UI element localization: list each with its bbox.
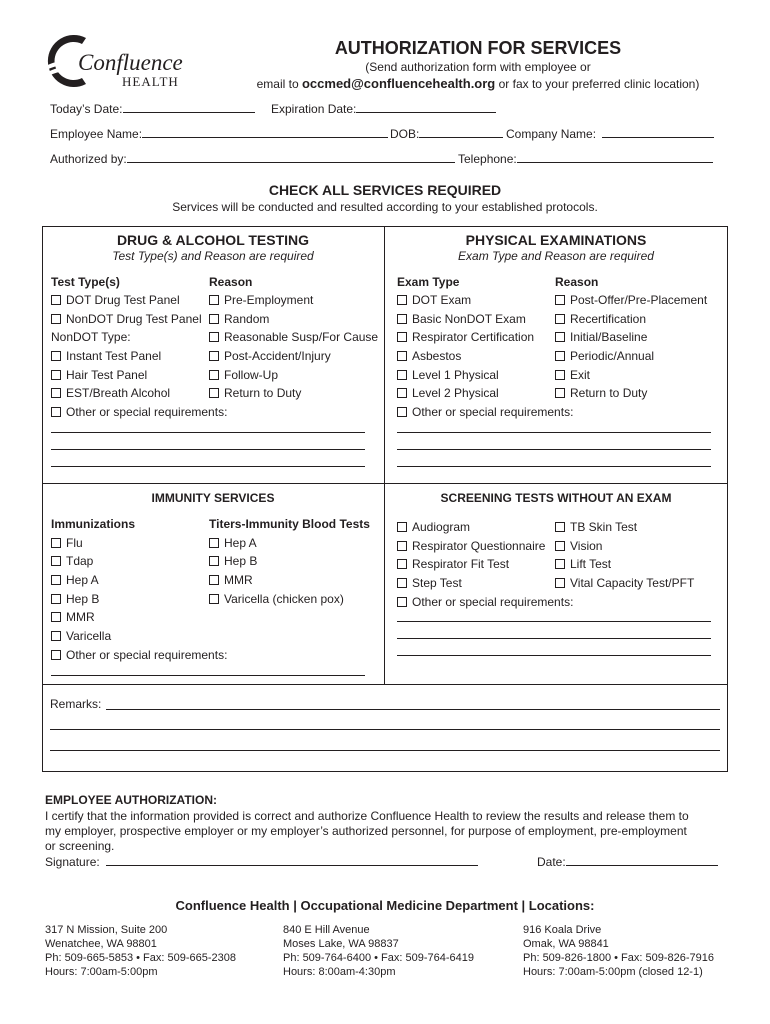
header-line1: (Send authorization form with employee or [365, 60, 591, 74]
checkbox[interactable] [555, 559, 565, 569]
box-vertical-divider [384, 226, 385, 684]
check-all-sub: Services will be conducted and resulted according to your established protocols. [172, 200, 598, 214]
screening-title: SCREENING TESTS WITHOUT AN EXAM [440, 491, 672, 505]
drug-other[interactable] [51, 405, 227, 419]
drug-item-label: NonDOT Drug Test Panel [66, 312, 202, 326]
checkbox[interactable] [51, 295, 61, 305]
drug-col1-head: Test Type(s) [51, 275, 120, 289]
screening-vision[interactable] [555, 539, 602, 553]
checkbox[interactable] [209, 314, 219, 324]
physical-reason-initial[interactable] [555, 330, 647, 344]
expiration-date-field[interactable] [271, 102, 496, 116]
physical-item-label: Level 2 Physical [412, 386, 499, 400]
drug-other-label: Other or special requirements: [66, 405, 228, 419]
physical-col1-head: Exam Type [397, 275, 460, 289]
checkbox[interactable] [397, 332, 407, 342]
remarks-label: Remarks: [50, 697, 102, 711]
signature-label: Signature: [45, 855, 100, 869]
drug-item-label: Hair Test Panel [66, 368, 148, 382]
screening-item-label: Respirator Fit Test [412, 557, 510, 571]
drug-reason-post-accident[interactable] [209, 349, 331, 363]
screening-item-label: Vital Capacity Test/PFT [570, 576, 695, 590]
dob-line[interactable] [419, 127, 503, 138]
dob-field[interactable] [390, 127, 503, 141]
logo-sub: HEALTH [122, 74, 179, 89]
checkbox[interactable] [51, 370, 61, 380]
physical-reason-label: Exit [570, 368, 591, 382]
immunity-item-label: Hep B [66, 592, 100, 606]
screening-item-label: Audiogram [412, 520, 471, 534]
checkbox[interactable] [397, 407, 407, 417]
checkbox[interactable] [51, 612, 61, 622]
physical-other-line-3[interactable] [397, 466, 711, 467]
header-line2-post: or fax to your preferred clinic location) [495, 77, 700, 91]
physical-other-line-2[interactable] [397, 449, 711, 450]
drug-nondot-type-label: NonDOT Type: [51, 330, 131, 344]
checkbox[interactable] [397, 541, 407, 551]
immunity-flu[interactable] [51, 536, 83, 550]
screening-item-label: Step Test [412, 576, 462, 590]
location-phone: Ph: 509-665-5853 • Fax: 509-665-2308 [45, 952, 236, 964]
physical-reason-label: Initial/Baseline [570, 330, 648, 344]
checkbox[interactable] [555, 578, 565, 588]
physical-reason-label: Periodic/Annual [570, 349, 655, 363]
location-hours: Hours: 7:00am-5:00pm (closed 12-1) [523, 966, 703, 978]
auth-date-field[interactable] [537, 855, 718, 869]
checkbox[interactable] [397, 559, 407, 569]
drug-instant-test-panel[interactable] [51, 349, 161, 363]
employee-name-line[interactable] [142, 127, 388, 138]
checkbox[interactable] [51, 314, 61, 324]
immunity-hep-b[interactable] [51, 592, 99, 606]
checkbox[interactable] [51, 538, 61, 548]
physical-reason-label: Recertification [570, 312, 647, 326]
auth-date-line[interactable] [566, 855, 718, 866]
form-title: AUTHORIZATION FOR SERVICES [334, 38, 622, 58]
drug-other-line-2[interactable] [51, 449, 365, 450]
screening-other-line-2[interactable] [397, 638, 711, 639]
drug-reason-label: Follow-Up [224, 368, 279, 382]
checkbox[interactable] [51, 650, 61, 660]
physical-reason-recert[interactable] [555, 312, 646, 326]
checkbox[interactable] [51, 631, 61, 641]
telephone-line[interactable] [517, 152, 713, 163]
checkbox[interactable] [397, 314, 407, 324]
checkbox[interactable] [397, 522, 407, 532]
physical-item-label: Level 1 Physical [412, 368, 499, 382]
titers-mmr[interactable] [209, 573, 253, 587]
immunity-mmr[interactable] [51, 610, 95, 624]
physical-title: PHYSICAL EXAMINATIONS [465, 232, 647, 248]
immunity-item-label: Varicella [66, 629, 112, 643]
drug-reason-random[interactable] [209, 312, 269, 326]
location-addr2: Omak, WA 98841 [523, 938, 609, 950]
physical-other-label: Other or special requirements: [412, 405, 574, 419]
immunity-other-label: Other or special requirements: [66, 648, 228, 662]
drug-other-line-3[interactable] [51, 466, 365, 467]
immunity-tdap[interactable] [51, 554, 93, 568]
immunity-col2-head: Titers-Immunity Blood Tests [209, 517, 370, 531]
titers-item-label: Hep B [224, 554, 258, 568]
screening-tb-skin[interactable] [555, 520, 637, 534]
header-line2 [220, 76, 736, 91]
physical-col2-head: Reason [555, 275, 599, 289]
drug-item-label: Instant Test Panel [66, 349, 162, 363]
remarks-line-1[interactable] [106, 709, 720, 710]
screening-item-label: Lift Test [570, 557, 612, 571]
check-all-title: CHECK ALL SERVICES REQUIRED [268, 182, 502, 198]
drug-item-label: EST/Breath Alcohol [66, 386, 171, 400]
immunity-varicella[interactable] [51, 629, 111, 643]
location-addr2: Wenatchee, WA 98801 [45, 938, 157, 950]
screening-other-line-1[interactable] [397, 621, 711, 622]
employee-name-label: Employee Name: [50, 127, 143, 141]
checkbox[interactable] [209, 370, 219, 380]
checkbox[interactable] [51, 594, 61, 604]
checkbox[interactable] [209, 538, 219, 548]
physical-sub: Exam Type and Reason are required [458, 249, 654, 263]
drug-hair-test-panel[interactable] [51, 368, 147, 382]
physical-asbestos[interactable] [397, 349, 461, 363]
checkbox[interactable] [209, 594, 219, 604]
location-wenatchee [45, 923, 236, 979]
location-hours: Hours: 8:00am-4:30pm [283, 966, 396, 978]
physical-reason-periodic[interactable] [555, 349, 654, 363]
checkbox[interactable] [209, 295, 219, 305]
box-horizontal-divider-2 [42, 684, 728, 685]
location-phone: Ph: 509-826-1800 • Fax: 509-826-7916 [523, 952, 714, 964]
checkbox[interactable] [209, 332, 219, 342]
screening-audiogram[interactable] [397, 520, 470, 534]
checkbox[interactable] [555, 541, 565, 551]
drug-reason-label: Pre-Employment [224, 293, 314, 307]
checkbox[interactable] [555, 332, 565, 342]
drug-other-line-1[interactable] [51, 432, 365, 433]
checkbox[interactable] [51, 556, 61, 566]
physical-reason-return[interactable] [555, 386, 647, 400]
location-moses-lake [283, 923, 474, 979]
screening-other[interactable] [397, 595, 573, 609]
footer-title: Confluence Health | Occupational Medicine Department | Locations: [175, 898, 595, 913]
remarks-line-2[interactable] [50, 729, 720, 730]
company-name-label: Company Name: [506, 127, 597, 141]
checkbox[interactable] [555, 388, 565, 398]
drug-reason-label: Return to Duty [224, 386, 302, 400]
checkbox[interactable] [397, 578, 407, 588]
screening-other-line-3[interactable] [397, 655, 711, 656]
todays-date-line[interactable] [123, 102, 255, 113]
drug-col2-head: Reason [209, 275, 253, 289]
titers-item-label: Varicella (chicken pox) [224, 592, 344, 606]
location-addr2: Moses Lake, WA 98837 [283, 938, 399, 950]
drug-reason-follow-up[interactable] [209, 368, 278, 382]
dob-label: DOB: [390, 127, 420, 141]
authorization-line-2: my employer, prospective employer or my employer’s authorized personnel, for purpose of employment, pre-employment [45, 824, 687, 838]
physical-item-label: Respirator Certification [412, 330, 535, 344]
checkbox[interactable] [555, 314, 565, 324]
todays-date-label: Today’s Date: [50, 102, 123, 116]
checkbox[interactable] [51, 575, 61, 585]
screening-vital-capacity[interactable] [555, 576, 694, 590]
immunity-item-label: Hep A [66, 573, 99, 587]
checkbox[interactable] [555, 370, 565, 380]
immunity-item-label: Flu [66, 536, 83, 550]
checkbox[interactable] [397, 370, 407, 380]
location-hours: Hours: 7:00am-5:00pm [45, 966, 158, 978]
physical-other[interactable] [397, 405, 573, 419]
checkbox[interactable] [51, 351, 61, 361]
email-link[interactable]: occmed@confluencehealth.org [301, 76, 496, 91]
location-addr1: 916 Koala Drive [523, 924, 602, 936]
immunity-col1-head: Immunizations [51, 517, 136, 531]
location-addr1: 840 E Hill Avenue [283, 924, 370, 936]
drug-dot-test-panel[interactable] [51, 293, 180, 307]
drug-reason-return-to-duty[interactable] [209, 386, 301, 400]
signature-line[interactable] [106, 855, 478, 866]
checkbox[interactable] [555, 351, 565, 361]
telephone-label: Telephone: [458, 152, 517, 166]
checkbox[interactable] [397, 388, 407, 398]
immunity-item-label: Tdap [66, 554, 94, 568]
logo-brand: Confluence [78, 50, 183, 75]
physical-dot-exam[interactable] [397, 293, 471, 307]
employee-name-field[interactable] [50, 127, 388, 141]
drug-reason-label: Random [224, 312, 270, 326]
box-horizontal-divider-1 [42, 483, 728, 484]
checkbox[interactable] [555, 522, 565, 532]
physical-other-line-1[interactable] [397, 432, 711, 433]
screening-item-label: Vision [570, 539, 603, 553]
authorization-line-1: I certify that the information provided is correct and authorize Confluence Health to review the results and release them to [45, 809, 689, 823]
physical-item-label: DOT Exam [412, 293, 472, 307]
drug-reason-pre-employment[interactable] [209, 293, 313, 307]
screening-item-label: TB Skin Test [570, 520, 638, 534]
drug-sub: Test Type(s) and Reason are required [112, 249, 314, 263]
titers-hep-b[interactable] [209, 554, 257, 568]
checkbox[interactable] [51, 407, 61, 417]
telephone-field[interactable] [458, 152, 713, 166]
authorized-by-field[interactable] [50, 152, 455, 166]
screening-item-label: Respirator Questionnaire [412, 539, 546, 553]
location-phone: Ph: 509-764-6400 • Fax: 509-764-6419 [283, 952, 474, 964]
signature-field[interactable] [45, 855, 478, 869]
auth-date-label: Date: [537, 855, 566, 869]
immunity-hep-a[interactable] [51, 573, 99, 587]
expiration-date-line[interactable] [356, 102, 496, 113]
physical-item-label: Basic NonDOT Exam [412, 312, 526, 326]
checkbox[interactable] [51, 388, 61, 398]
screening-other-label: Other or special requirements: [412, 595, 574, 609]
physical-item-label: Asbestos [412, 349, 462, 363]
checkbox[interactable] [555, 295, 565, 305]
drug-reason-label: Reasonable Susp/For Cause [224, 330, 379, 344]
titers-hep-a[interactable] [209, 536, 257, 550]
drug-title: DRUG & ALCOHOL TESTING [116, 232, 310, 248]
screening-respirator-fit[interactable] [397, 557, 509, 571]
drug-item-label: DOT Drug Test Panel [66, 293, 180, 307]
remarks-line-3[interactable] [50, 750, 720, 751]
drug-reason-susp[interactable] [209, 330, 378, 344]
logo [42, 30, 192, 92]
titers-varicella[interactable] [209, 592, 344, 606]
drug-est-breath-alcohol[interactable] [51, 386, 170, 400]
company-name-line[interactable] [602, 127, 714, 138]
immunity-other-line[interactable] [51, 675, 365, 676]
drug-reason-label: Post-Accident/Injury [224, 349, 331, 363]
location-omak [523, 923, 714, 979]
checkbox[interactable] [397, 351, 407, 361]
physical-level-1[interactable] [397, 368, 499, 382]
immunity-title: IMMUNITY SERVICES [151, 491, 275, 505]
drug-nondot-test-panel[interactable] [51, 312, 202, 326]
physical-respirator-cert[interactable] [397, 330, 534, 344]
header-line2-pre: email to [256, 77, 302, 91]
immunity-other[interactable] [51, 648, 227, 662]
physical-reason-post-offer[interactable] [555, 293, 707, 307]
checkbox[interactable] [209, 575, 219, 585]
physical-reason-label: Post-Offer/Pre-Placement [570, 293, 708, 307]
screening-respirator-questionnaire[interactable] [397, 539, 545, 553]
authorization-title: EMPLOYEE AUTHORIZATION: [45, 793, 217, 807]
checkbox[interactable] [209, 351, 219, 361]
location-addr1: 317 N Mission, Suite 200 [45, 924, 168, 936]
checkbox[interactable] [397, 597, 407, 607]
screening-lift-test[interactable] [555, 557, 611, 571]
todays-date-field[interactable] [50, 102, 255, 116]
authorized-by-line[interactable] [127, 152, 455, 163]
screening-step-test[interactable] [397, 576, 462, 590]
company-name-field[interactable] [506, 127, 714, 141]
authorization-line-3: or screening. [45, 839, 115, 853]
titers-item-label: MMR [224, 573, 253, 587]
physical-basic-nondot[interactable] [397, 312, 526, 326]
physical-level-2[interactable] [397, 386, 499, 400]
authorized-by-label: Authorized by: [50, 152, 127, 166]
checkbox[interactable] [209, 388, 219, 398]
immunity-item-label: MMR [66, 610, 95, 624]
titers-item-label: Hep A [224, 536, 257, 550]
physical-reason-label: Return to Duty [570, 386, 648, 400]
checkbox[interactable] [397, 295, 407, 305]
expiration-date-label: Expiration Date: [271, 102, 357, 116]
physical-reason-exit[interactable] [555, 368, 590, 382]
checkbox[interactable] [209, 556, 219, 566]
